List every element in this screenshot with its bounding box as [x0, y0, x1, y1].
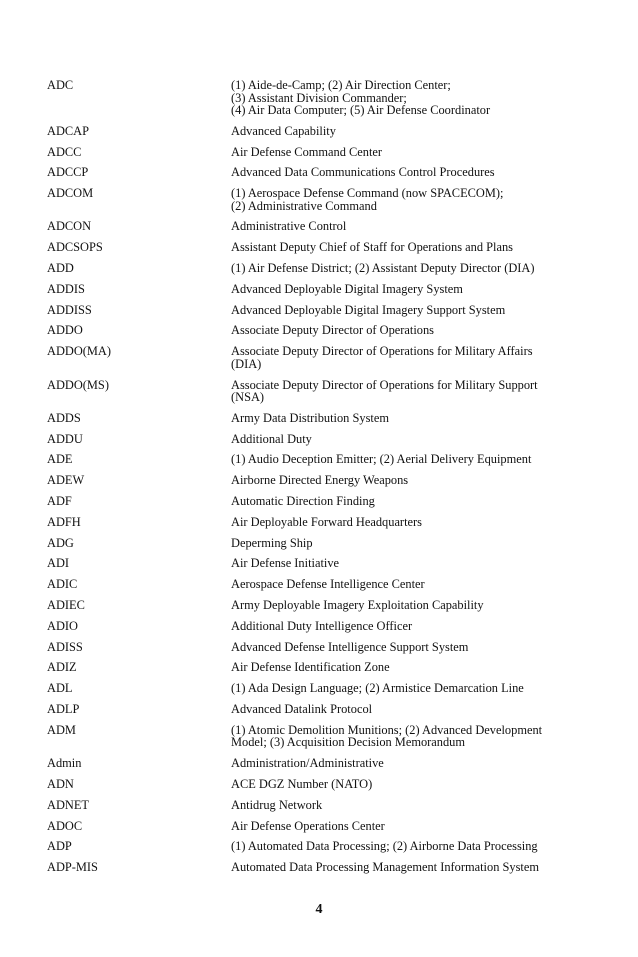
glossary-term: ADL: [47, 681, 73, 696]
glossary-entry: [47, 799, 577, 812]
glossary-term: ADN: [47, 776, 74, 791]
glossary-entry: [47, 304, 577, 317]
glossary-term: ADNET: [47, 797, 89, 812]
glossary-term: ADCSOPS: [47, 240, 103, 255]
glossary-term: ADP-MIS: [47, 860, 98, 875]
glossary-term: ADDIS: [47, 281, 85, 296]
glossary-entry: [47, 262, 577, 275]
glossary-entry: [47, 146, 577, 159]
definition-line: (1) Aide-de-Camp; (2) Air Direction Center;: [231, 78, 451, 92]
glossary-definition: [231, 516, 577, 529]
glossary-entry: [47, 453, 577, 466]
glossary-entry: [47, 187, 577, 212]
glossary-definition: [231, 799, 577, 812]
glossary-definition: [231, 641, 577, 654]
glossary-definition: [231, 778, 577, 791]
glossary-definition: [231, 757, 577, 770]
definition-line: Associate Deputy Director of Operations for Military Affairs: [231, 344, 533, 359]
glossary-definition: [231, 557, 577, 570]
definition-line: (DIA): [231, 356, 262, 371]
glossary-term: ADOC: [47, 818, 83, 833]
definition-line: Automated Data Processing Management Information System: [231, 860, 539, 875]
glossary-definition: [231, 324, 577, 337]
glossary-definition: [231, 537, 577, 550]
glossary-entry: [47, 125, 577, 138]
glossary-term: ADD: [47, 261, 74, 276]
glossary-term: ADISS: [47, 639, 83, 654]
glossary-term: ADDO(MS): [47, 377, 109, 392]
glossary-term: ADCON: [47, 219, 92, 234]
glossary-term: ADDO: [47, 323, 83, 338]
definition-line: Automatic Direction Finding: [231, 494, 375, 509]
glossary-definition: [231, 578, 577, 591]
glossary-term: ADIZ: [47, 660, 77, 675]
glossary-definition: [231, 661, 577, 674]
page-number: 4: [315, 902, 323, 917]
glossary-definition: [231, 682, 577, 695]
glossary-definition: [231, 724, 577, 749]
glossary-term: ADC: [47, 78, 74, 92]
definition-line: Advanced Deployable Digital Imagery System: [231, 281, 463, 296]
glossary-entry: [47, 599, 577, 612]
definition-line: Advanced Defense Intelligence Support System: [231, 639, 469, 654]
glossary-entry: [47, 620, 577, 633]
glossary-entry: [47, 861, 577, 874]
definition-line: (1) Automated Data Processing; (2) Airborne Data Processing: [231, 839, 538, 854]
definition-line: Air Deployable Forward Headquarters: [231, 514, 422, 529]
glossary-definition: [231, 379, 577, 404]
glossary-definition: [231, 840, 577, 853]
glossary-term: ADM: [47, 722, 76, 737]
glossary-definition: [231, 345, 577, 370]
glossary-definition: [231, 703, 577, 716]
glossary-entry: [47, 778, 577, 791]
glossary-entry: [47, 557, 577, 570]
glossary-entry: [47, 166, 577, 179]
glossary-term: Admin: [47, 756, 82, 771]
glossary-entry: [47, 79, 577, 117]
definition-line: Assistant Deputy Chief of Staff for Operations and Plans: [231, 240, 513, 255]
definition-line: Administration/Administrative: [231, 756, 384, 771]
definition-line: (4) Air Data Computer; (5) Air Defense Coordinator: [231, 103, 491, 117]
glossary-entry: [47, 283, 577, 296]
glossary-term: ADCAP: [47, 123, 89, 138]
glossary-entry: [47, 682, 577, 695]
glossary-entry: [47, 703, 577, 716]
glossary-term: ADLP: [47, 702, 80, 717]
glossary-term: ADDU: [47, 431, 83, 446]
definition-line: Associate Deputy Director of Operations: [231, 323, 435, 338]
definition-line: Airborne Directed Energy Weapons: [231, 473, 409, 488]
glossary-term: ADDISS: [47, 302, 92, 317]
glossary-definition: [231, 220, 577, 233]
glossary-entry: [47, 840, 577, 853]
glossary-entry: [47, 724, 577, 749]
glossary-definition: [231, 125, 577, 138]
definition-line: Associate Deputy Director of Operations for Military Support: [231, 377, 538, 392]
definition-line: Army Deployable Imagery Exploitation Capability: [231, 598, 484, 613]
glossary-entry: [47, 641, 577, 654]
glossary-term: ADFH: [47, 514, 81, 529]
glossary-entry: [47, 495, 577, 508]
definition-line: (1) Atomic Demolition Munitions; (2) Advanced Development: [231, 722, 543, 737]
glossary-entry: [47, 757, 577, 770]
glossary-term: ADEW: [47, 473, 85, 488]
definition-line: Advanced Deployable Digital Imagery Support System: [231, 302, 506, 317]
glossary-entry: [47, 578, 577, 591]
definition-line: Aerospace Defense Intelligence Center: [231, 577, 425, 592]
glossary-term: ADG: [47, 535, 74, 550]
glossary-definition: [231, 166, 577, 179]
glossary-term: ADDO(MA): [47, 344, 112, 359]
definition-line: (NSA): [231, 390, 265, 405]
glossary-term: ADCCP: [47, 165, 89, 180]
definition-line: (1) Aerospace Defense Command (now SPACECOM);: [231, 186, 504, 201]
glossary-term: ADF: [47, 494, 72, 509]
glossary-entry: [47, 220, 577, 233]
glossary-definition: [231, 474, 577, 487]
glossary-definition: [231, 412, 577, 425]
glossary-term: ADE: [47, 452, 73, 467]
glossary-definition: [231, 433, 577, 446]
glossary-entry: [47, 241, 577, 254]
glossary-term: ADIC: [47, 577, 78, 592]
definition-line: Air Defense Command Center: [231, 144, 383, 159]
glossary-definition: [231, 599, 577, 612]
glossary-entry: [47, 433, 577, 446]
definition-line: Deperming Ship: [231, 535, 313, 550]
glossary-term: ADI: [47, 556, 70, 571]
glossary-definition: [231, 262, 577, 275]
definition-line: (1) Air Defense District; (2) Assistant Deputy Director (DIA): [231, 261, 535, 276]
glossary-term: ADP: [47, 839, 72, 854]
glossary-definition: [231, 620, 577, 633]
glossary-term: ADCC: [47, 144, 82, 159]
definition-line: (3) Assistant Division Commander;: [231, 90, 407, 105]
definition-line: (2) Administrative Command: [231, 198, 377, 213]
glossary-definition: [231, 146, 577, 159]
definition-line: Air Defense Identification Zone: [231, 660, 390, 675]
definition-line: Antidrug Network: [231, 797, 323, 812]
glossary-entry: [47, 412, 577, 425]
glossary-entry: [47, 379, 577, 404]
definition-line: (1) Audio Deception Emitter; (2) Aerial Delivery Equipment: [231, 452, 532, 467]
glossary-list: [47, 79, 577, 882]
glossary-definition: [231, 79, 577, 117]
definition-line: Army Data Distribution System: [231, 410, 389, 425]
definition-line: Model; (3) Acquisition Decision Memorandum: [231, 735, 466, 750]
glossary-definition: [231, 820, 577, 833]
glossary-entry: [47, 661, 577, 674]
definition-line: (1) Ada Design Language; (2) Armistice Demarcation Line: [231, 681, 524, 696]
glossary-entry: [47, 516, 577, 529]
glossary-term: ADIEC: [47, 598, 85, 613]
definition-line: Advanced Datalink Protocol: [231, 702, 373, 717]
glossary-entry: [47, 474, 577, 487]
glossary-entry: [47, 820, 577, 833]
glossary-definition: [231, 187, 577, 212]
definition-line: Advanced Capability: [231, 123, 336, 138]
glossary-definition: [231, 283, 577, 296]
glossary-definition: [231, 304, 577, 317]
glossary-definition: [231, 453, 577, 466]
definition-line: Additional Duty: [231, 431, 312, 446]
definition-line: Administrative Control: [231, 219, 347, 234]
glossary-definition: [231, 861, 577, 874]
definition-line: Advanced Data Communications Control Procedures: [231, 165, 495, 180]
glossary-term: ADDS: [47, 410, 81, 425]
glossary-definition: [231, 241, 577, 254]
glossary-term: ADIO: [47, 618, 78, 633]
definition-line: Air Defense Operations Center: [231, 818, 385, 833]
glossary-entry: [47, 537, 577, 550]
glossary-term: ADCOM: [47, 186, 94, 201]
glossary-entry: [47, 324, 577, 337]
definition-line: ACE DGZ Number (NATO): [231, 776, 373, 791]
definition-line: Air Defense Initiative: [231, 556, 340, 571]
glossary-entry: [47, 345, 577, 370]
glossary-definition: [231, 495, 577, 508]
definition-line: Additional Duty Intelligence Officer: [231, 618, 413, 633]
